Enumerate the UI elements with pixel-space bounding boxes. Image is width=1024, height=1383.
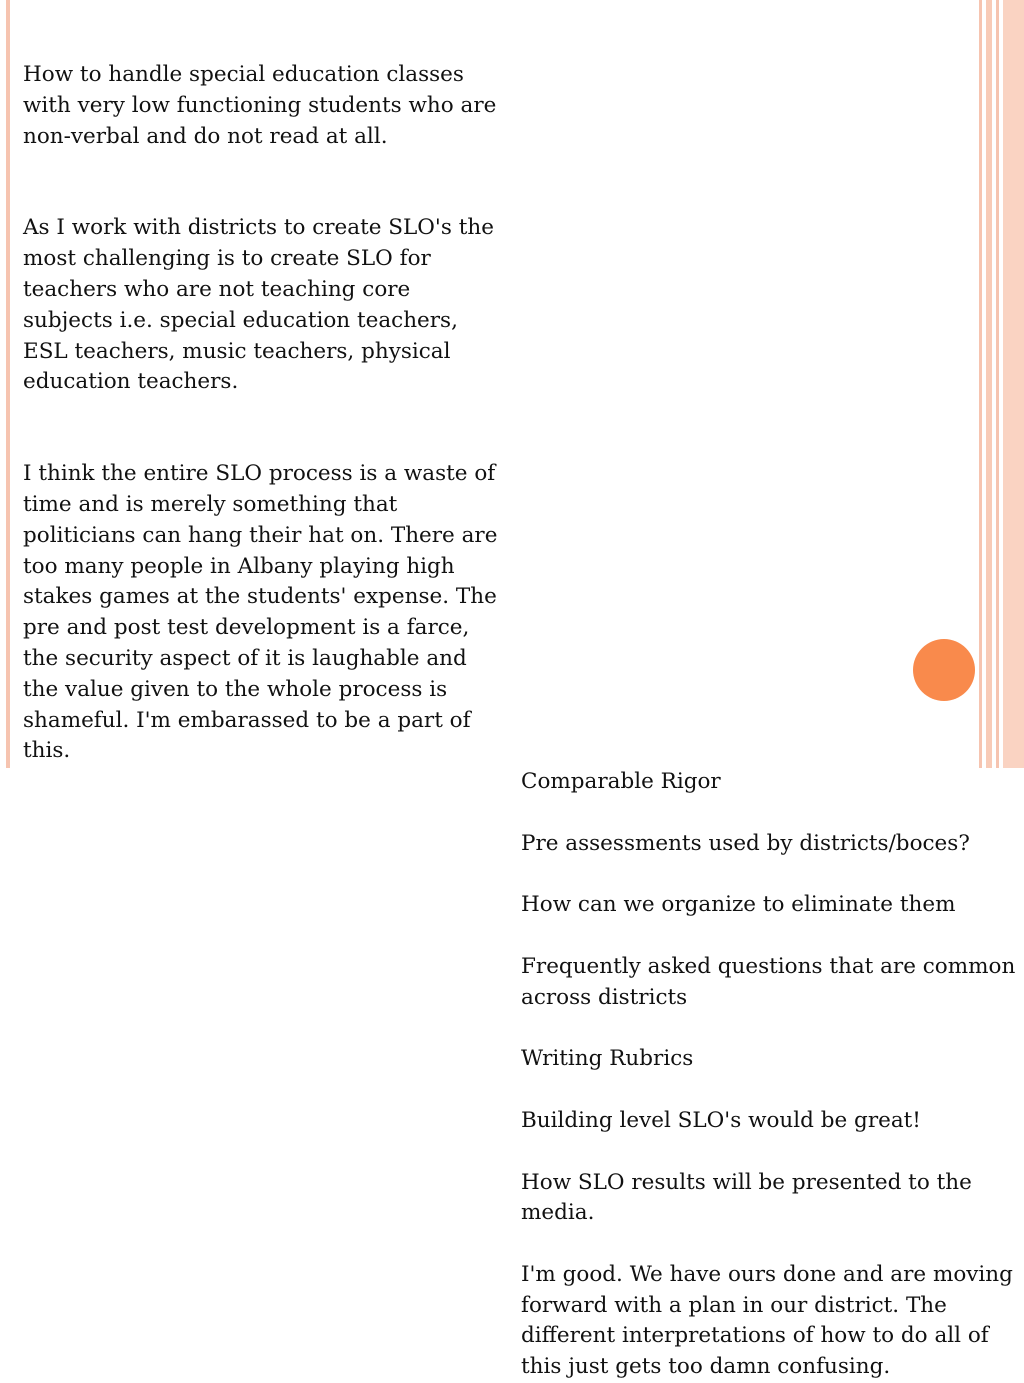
left-column: [23, 60, 503, 767]
comment-paragraph: As I work with districts to create SLO's the most challenging is to create SLO for teachers who are not teaching core subjects i.e. special education teachers, ESL teachers, music teachers, physical education teachers.: [23, 215, 494, 395]
comment-paragraph: How to handle special education classes with very low functioning students who are non-verbal and do not read at all.: [23, 62, 497, 149]
right-border-stripe: [986, 0, 992, 768]
comment-paragraph: I think the entire SLO process is a waste of time and is merely something that politicians can hang their hat on. There are too many people in Albany playing high stakes games at the students' expense. The pre and post test development is a farce, the security aspect of it is laughable and the value given to the whole process is shameful. I'm embarassed to be a part of this.: [23, 461, 498, 764]
comment-item: I'm good. We have ours done and are moving forward with a plan in our district. The different interpretations of how to do all of this just gets too damn confusing.: [521, 1261, 1013, 1380]
comment-item: Frequently asked questions that are common across districts: [521, 953, 1016, 1010]
comment-item: Comparable Rigor: [521, 769, 721, 795]
decorative-circle: [913, 639, 975, 701]
right-border-stripe: [996, 0, 999, 768]
left-border-line: [6, 0, 10, 768]
right-column: [521, 767, 1016, 1383]
comment-item: How SLO results will be presented to the media.: [521, 1169, 972, 1226]
comment-item: Pre assessments used by districts/boces?: [521, 830, 970, 856]
right-border-stripe: [979, 0, 982, 768]
comment-item: How can we organize to eliminate them: [521, 892, 956, 918]
comment-item: Building level SLO's would be great!: [521, 1107, 921, 1133]
right-border-stripe: [1003, 0, 1024, 768]
comment-item: Writing Rubrics: [521, 1046, 694, 1072]
